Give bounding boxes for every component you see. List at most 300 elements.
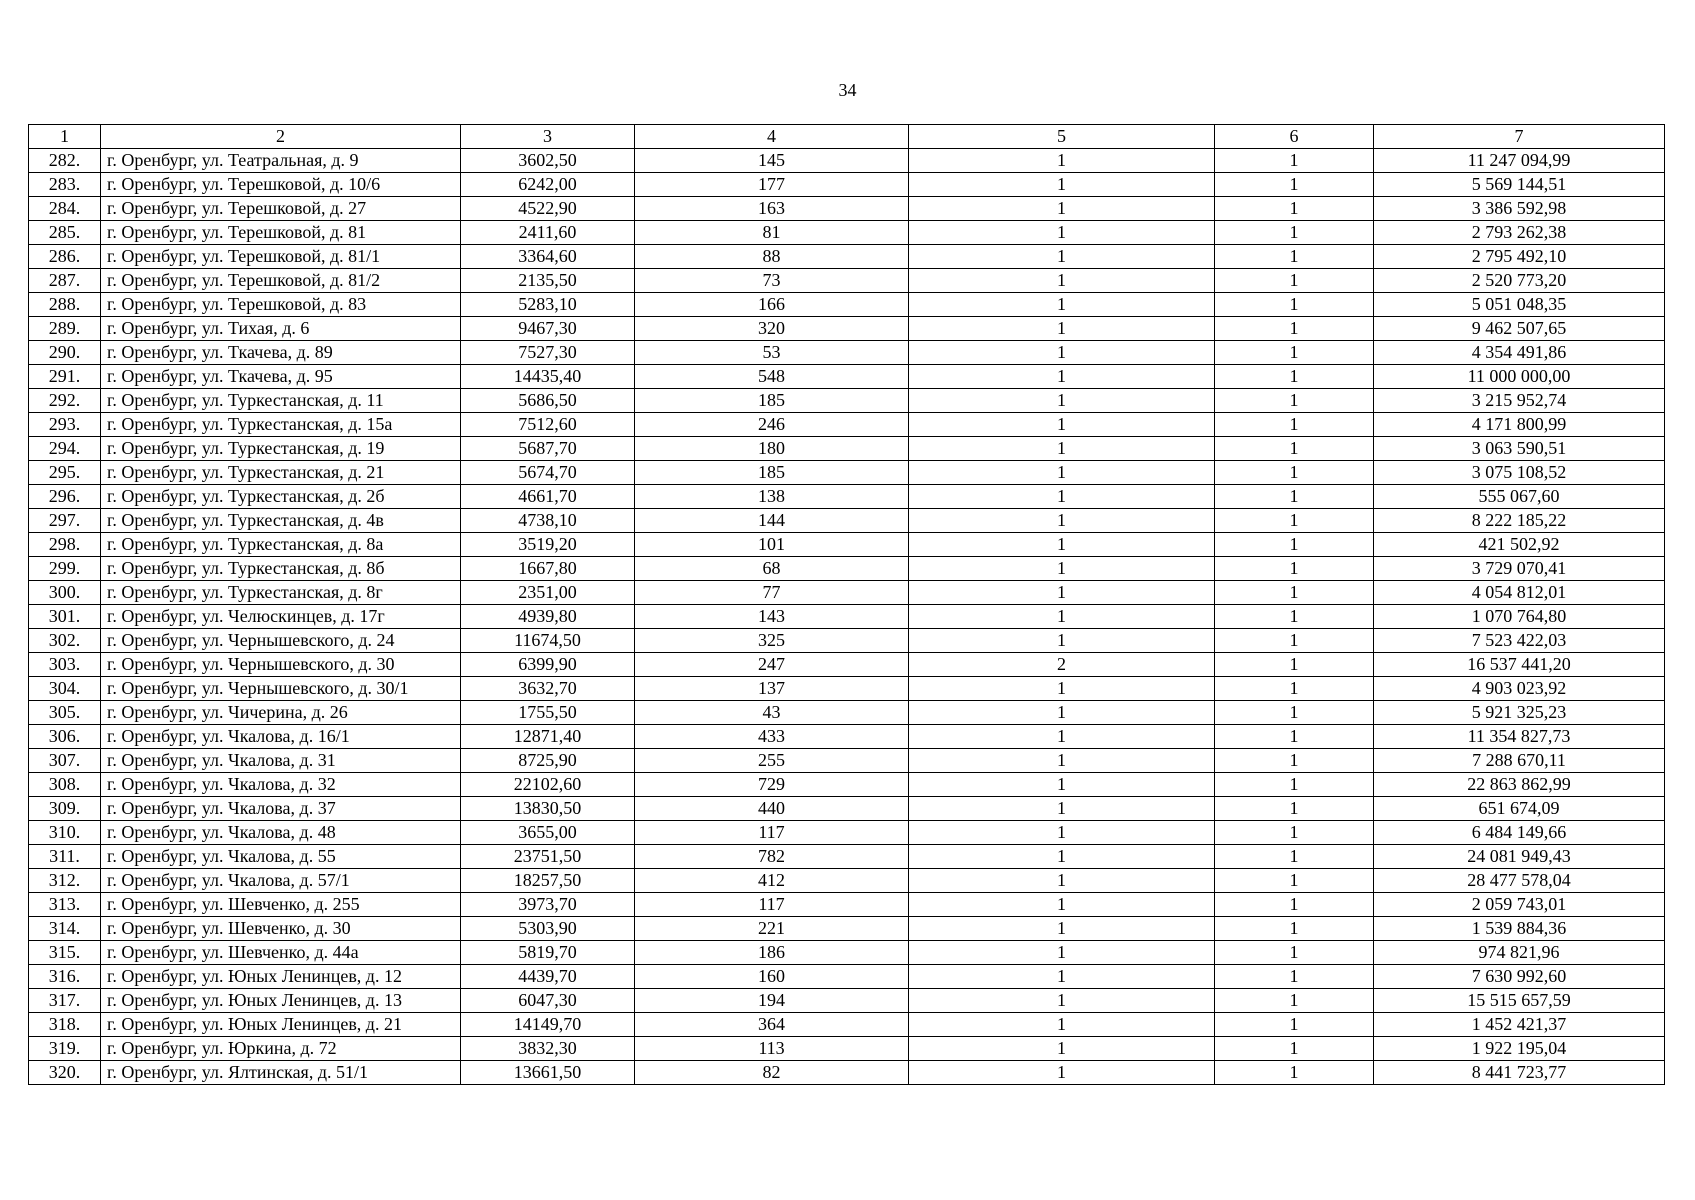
col6-cell: 1 bbox=[1215, 341, 1374, 365]
col3-cell: 7512,60 bbox=[461, 413, 635, 437]
col6-cell: 1 bbox=[1215, 893, 1374, 917]
col3-cell: 18257,50 bbox=[461, 869, 635, 893]
register-table bbox=[28, 124, 1665, 1085]
table-row bbox=[29, 869, 1665, 893]
table-row bbox=[29, 989, 1665, 1013]
col6-cell: 1 bbox=[1215, 605, 1374, 629]
col4-cell: 548 bbox=[635, 365, 909, 389]
row-number: 312. bbox=[29, 869, 101, 893]
row-number: 290. bbox=[29, 341, 101, 365]
col6-cell: 1 bbox=[1215, 1037, 1374, 1061]
table-row bbox=[29, 437, 1665, 461]
col7-cell: 5 921 325,23 bbox=[1374, 701, 1665, 725]
col7-cell: 1 539 884,36 bbox=[1374, 917, 1665, 941]
table-row bbox=[29, 485, 1665, 509]
col4-cell: 246 bbox=[635, 413, 909, 437]
table-row bbox=[29, 749, 1665, 773]
table-row bbox=[29, 197, 1665, 221]
col7-cell: 4 354 491,86 bbox=[1374, 341, 1665, 365]
col5-cell: 1 bbox=[909, 221, 1215, 245]
col4-cell: 320 bbox=[635, 317, 909, 341]
col3-cell: 4738,10 bbox=[461, 509, 635, 533]
table-row bbox=[29, 413, 1665, 437]
col3-cell: 6047,30 bbox=[461, 989, 635, 1013]
address-cell: г. Оренбург, ул. Чернышевского, д. 24 bbox=[101, 629, 461, 653]
col5-cell: 1 bbox=[909, 269, 1215, 293]
address-cell: г. Оренбург, ул. Шевченко, д. 30 bbox=[101, 917, 461, 941]
col3-cell: 4439,70 bbox=[461, 965, 635, 989]
col7-cell: 5 051 048,35 bbox=[1374, 293, 1665, 317]
col6-cell: 1 bbox=[1215, 413, 1374, 437]
address-cell: г. Оренбург, ул. Тихая, д. 6 bbox=[101, 317, 461, 341]
row-number: 303. bbox=[29, 653, 101, 677]
col6-cell: 1 bbox=[1215, 173, 1374, 197]
col6-cell: 1 bbox=[1215, 629, 1374, 653]
col3-cell: 7527,30 bbox=[461, 341, 635, 365]
col3-cell: 13661,50 bbox=[461, 1061, 635, 1085]
col4-cell: 255 bbox=[635, 749, 909, 773]
col4-cell: 113 bbox=[635, 1037, 909, 1061]
address-cell: г. Оренбург, ул. Ткачева, д. 95 bbox=[101, 365, 461, 389]
row-number: 319. bbox=[29, 1037, 101, 1061]
address-cell: г. Оренбург, ул. Юркина, д. 72 bbox=[101, 1037, 461, 1061]
address-cell: г. Оренбург, ул. Чкалова, д. 16/1 bbox=[101, 725, 461, 749]
col5-cell: 1 bbox=[909, 197, 1215, 221]
row-number: 285. bbox=[29, 221, 101, 245]
address-cell: г. Оренбург, ул. Чкалова, д. 31 bbox=[101, 749, 461, 773]
address-cell: г. Оренбург, ул. Терешковой, д. 81/1 bbox=[101, 245, 461, 269]
col5-cell: 1 bbox=[909, 629, 1215, 653]
col4-cell: 43 bbox=[635, 701, 909, 725]
col6-cell: 1 bbox=[1215, 509, 1374, 533]
col7-cell: 4 171 800,99 bbox=[1374, 413, 1665, 437]
col6-cell: 1 bbox=[1215, 869, 1374, 893]
col5-cell: 1 bbox=[909, 845, 1215, 869]
address-cell: г. Оренбург, ул. Ялтинская, д. 51/1 bbox=[101, 1061, 461, 1085]
col7-cell: 11 000 000,00 bbox=[1374, 365, 1665, 389]
col4-cell: 782 bbox=[635, 845, 909, 869]
col5-cell: 1 bbox=[909, 917, 1215, 941]
table-row bbox=[29, 821, 1665, 845]
table-row bbox=[29, 221, 1665, 245]
address-cell: г. Оренбург, ул. Туркестанская, д. 2б bbox=[101, 485, 461, 509]
col7-cell: 8 222 185,22 bbox=[1374, 509, 1665, 533]
col4-cell: 77 bbox=[635, 581, 909, 605]
row-number: 293. bbox=[29, 413, 101, 437]
row-number: 308. bbox=[29, 773, 101, 797]
col3-cell: 1755,50 bbox=[461, 701, 635, 725]
col5-cell: 1 bbox=[909, 701, 1215, 725]
col4-cell: 194 bbox=[635, 989, 909, 1013]
col4-cell: 137 bbox=[635, 677, 909, 701]
col5-cell: 1 bbox=[909, 965, 1215, 989]
col4-cell: 180 bbox=[635, 437, 909, 461]
col7-cell: 2 520 773,20 bbox=[1374, 269, 1665, 293]
col5-cell: 1 bbox=[909, 1037, 1215, 1061]
col7-cell: 3 215 952,74 bbox=[1374, 389, 1665, 413]
col7-cell: 16 537 441,20 bbox=[1374, 653, 1665, 677]
col7-cell: 555 067,60 bbox=[1374, 485, 1665, 509]
col3-cell: 14149,70 bbox=[461, 1013, 635, 1037]
col3-cell: 6242,00 bbox=[461, 173, 635, 197]
row-number: 282. bbox=[29, 149, 101, 173]
col3-cell: 22102,60 bbox=[461, 773, 635, 797]
col5-cell: 1 bbox=[909, 245, 1215, 269]
col6-cell: 1 bbox=[1215, 797, 1374, 821]
table-row bbox=[29, 293, 1665, 317]
table-row bbox=[29, 917, 1665, 941]
address-cell: г. Оренбург, ул. Чкалова, д. 37 bbox=[101, 797, 461, 821]
col4-cell: 82 bbox=[635, 1061, 909, 1085]
address-cell: г. Оренбург, ул. Терешковой, д. 10/6 bbox=[101, 173, 461, 197]
col4-cell: 68 bbox=[635, 557, 909, 581]
address-cell: г. Оренбург, ул. Терешковой, д. 81/2 bbox=[101, 269, 461, 293]
col6-cell: 1 bbox=[1215, 485, 1374, 509]
col5-cell: 1 bbox=[909, 797, 1215, 821]
address-cell: г. Оренбург, ул. Чернышевского, д. 30 bbox=[101, 653, 461, 677]
column-number-row bbox=[29, 125, 1665, 149]
col5-cell: 1 bbox=[909, 821, 1215, 845]
col6-cell: 1 bbox=[1215, 773, 1374, 797]
col4-cell: 143 bbox=[635, 605, 909, 629]
table-row bbox=[29, 317, 1665, 341]
col4-cell: 177 bbox=[635, 173, 909, 197]
address-cell: г. Оренбург, ул. Туркестанская, д. 8б bbox=[101, 557, 461, 581]
col4-cell: 325 bbox=[635, 629, 909, 653]
row-number: 294. bbox=[29, 437, 101, 461]
address-cell: г. Оренбург, ул. Театральная, д. 9 bbox=[101, 149, 461, 173]
table-row bbox=[29, 389, 1665, 413]
table-row bbox=[29, 149, 1665, 173]
col4-cell: 186 bbox=[635, 941, 909, 965]
address-cell: г. Оренбург, ул. Туркестанская, д. 8г bbox=[101, 581, 461, 605]
col7-cell: 3 386 592,98 bbox=[1374, 197, 1665, 221]
row-number: 295. bbox=[29, 461, 101, 485]
col5-cell: 2 bbox=[909, 653, 1215, 677]
col3-cell: 11674,50 bbox=[461, 629, 635, 653]
row-number: 311. bbox=[29, 845, 101, 869]
address-cell: г. Оренбург, ул. Туркестанская, д. 19 bbox=[101, 437, 461, 461]
col5-cell: 1 bbox=[909, 317, 1215, 341]
col5-cell: 1 bbox=[909, 893, 1215, 917]
row-number: 309. bbox=[29, 797, 101, 821]
col3-cell: 23751,50 bbox=[461, 845, 635, 869]
row-number: 313. bbox=[29, 893, 101, 917]
col5-cell: 1 bbox=[909, 605, 1215, 629]
address-cell: г. Оренбург, ул. Шевченко, д. 255 bbox=[101, 893, 461, 917]
col6-cell: 1 bbox=[1215, 533, 1374, 557]
address-cell: г. Оренбург, ул. Юных Ленинцев, д. 12 bbox=[101, 965, 461, 989]
col5-cell: 1 bbox=[909, 413, 1215, 437]
table-row bbox=[29, 269, 1665, 293]
row-number: 286. bbox=[29, 245, 101, 269]
col3-cell: 3832,30 bbox=[461, 1037, 635, 1061]
col4-cell: 53 bbox=[635, 341, 909, 365]
row-number: 316. bbox=[29, 965, 101, 989]
table-row bbox=[29, 581, 1665, 605]
row-number: 291. bbox=[29, 365, 101, 389]
col7-cell: 11 247 094,99 bbox=[1374, 149, 1665, 173]
col7-cell: 8 441 723,77 bbox=[1374, 1061, 1665, 1085]
column-header: 6 bbox=[1215, 125, 1374, 149]
col3-cell: 5674,70 bbox=[461, 461, 635, 485]
col6-cell: 1 bbox=[1215, 845, 1374, 869]
row-number: 315. bbox=[29, 941, 101, 965]
row-number: 306. bbox=[29, 725, 101, 749]
col3-cell: 2351,00 bbox=[461, 581, 635, 605]
address-cell: г. Оренбург, ул. Терешковой, д. 83 bbox=[101, 293, 461, 317]
col4-cell: 117 bbox=[635, 821, 909, 845]
column-header: 1 bbox=[29, 125, 101, 149]
row-number: 287. bbox=[29, 269, 101, 293]
row-number: 288. bbox=[29, 293, 101, 317]
row-number: 304. bbox=[29, 677, 101, 701]
row-number: 283. bbox=[29, 173, 101, 197]
table-row bbox=[29, 173, 1665, 197]
col6-cell: 1 bbox=[1215, 941, 1374, 965]
col3-cell: 5686,50 bbox=[461, 389, 635, 413]
col4-cell: 166 bbox=[635, 293, 909, 317]
col4-cell: 185 bbox=[635, 461, 909, 485]
col3-cell: 2135,50 bbox=[461, 269, 635, 293]
table-row bbox=[29, 509, 1665, 533]
col6-cell: 1 bbox=[1215, 389, 1374, 413]
address-cell: г. Оренбург, ул. Чкалова, д. 55 bbox=[101, 845, 461, 869]
address-cell: г. Оренбург, ул. Туркестанская, д. 15а bbox=[101, 413, 461, 437]
col3-cell: 3655,00 bbox=[461, 821, 635, 845]
col7-cell: 7 523 422,03 bbox=[1374, 629, 1665, 653]
address-cell: г. Оренбург, ул. Чкалова, д. 48 bbox=[101, 821, 461, 845]
address-cell: г. Оренбург, ул. Шевченко, д. 44а bbox=[101, 941, 461, 965]
row-number: 300. bbox=[29, 581, 101, 605]
address-cell: г. Оренбург, ул. Чкалова, д. 57/1 bbox=[101, 869, 461, 893]
col4-cell: 81 bbox=[635, 221, 909, 245]
col3-cell: 3602,50 bbox=[461, 149, 635, 173]
table-row bbox=[29, 1061, 1665, 1085]
col7-cell: 1 922 195,04 bbox=[1374, 1037, 1665, 1061]
address-cell: г. Оренбург, ул. Чкалова, д. 32 bbox=[101, 773, 461, 797]
col6-cell: 1 bbox=[1215, 317, 1374, 341]
row-number: 302. bbox=[29, 629, 101, 653]
col5-cell: 1 bbox=[909, 1061, 1215, 1085]
col6-cell: 1 bbox=[1215, 917, 1374, 941]
col3-cell: 9467,30 bbox=[461, 317, 635, 341]
col5-cell: 1 bbox=[909, 1013, 1215, 1037]
col6-cell: 1 bbox=[1215, 557, 1374, 581]
column-header: 7 bbox=[1374, 125, 1665, 149]
col7-cell: 7 630 992,60 bbox=[1374, 965, 1665, 989]
col4-cell: 88 bbox=[635, 245, 909, 269]
col5-cell: 1 bbox=[909, 461, 1215, 485]
row-number: 292. bbox=[29, 389, 101, 413]
col6-cell: 1 bbox=[1215, 725, 1374, 749]
address-cell: г. Оренбург, ул. Челюскинцев, д. 17г bbox=[101, 605, 461, 629]
row-number: 318. bbox=[29, 1013, 101, 1037]
table-row bbox=[29, 965, 1665, 989]
address-cell: г. Оренбург, ул. Юных Ленинцев, д. 13 bbox=[101, 989, 461, 1013]
table-row bbox=[29, 365, 1665, 389]
col6-cell: 1 bbox=[1215, 293, 1374, 317]
col4-cell: 144 bbox=[635, 509, 909, 533]
col4-cell: 412 bbox=[635, 869, 909, 893]
col4-cell: 729 bbox=[635, 773, 909, 797]
col6-cell: 1 bbox=[1215, 149, 1374, 173]
col3-cell: 3632,70 bbox=[461, 677, 635, 701]
col7-cell: 1 452 421,37 bbox=[1374, 1013, 1665, 1037]
col6-cell: 1 bbox=[1215, 245, 1374, 269]
table-row bbox=[29, 893, 1665, 917]
col7-cell: 2 795 492,10 bbox=[1374, 245, 1665, 269]
col3-cell: 5303,90 bbox=[461, 917, 635, 941]
col6-cell: 1 bbox=[1215, 701, 1374, 725]
col6-cell: 1 bbox=[1215, 365, 1374, 389]
table-row bbox=[29, 461, 1665, 485]
col4-cell: 440 bbox=[635, 797, 909, 821]
table-row bbox=[29, 557, 1665, 581]
col3-cell: 6399,90 bbox=[461, 653, 635, 677]
col7-cell: 15 515 657,59 bbox=[1374, 989, 1665, 1013]
col5-cell: 1 bbox=[909, 509, 1215, 533]
col6-cell: 1 bbox=[1215, 653, 1374, 677]
col5-cell: 1 bbox=[909, 341, 1215, 365]
col4-cell: 138 bbox=[635, 485, 909, 509]
table-row bbox=[29, 533, 1665, 557]
address-cell: г. Оренбург, ул. Чернышевского, д. 30/1 bbox=[101, 677, 461, 701]
col5-cell: 1 bbox=[909, 533, 1215, 557]
col6-cell: 1 bbox=[1215, 437, 1374, 461]
col4-cell: 117 bbox=[635, 893, 909, 917]
row-number: 317. bbox=[29, 989, 101, 1013]
col3-cell: 1667,80 bbox=[461, 557, 635, 581]
table-row bbox=[29, 845, 1665, 869]
col6-cell: 1 bbox=[1215, 1061, 1374, 1085]
col7-cell: 2 793 262,38 bbox=[1374, 221, 1665, 245]
col5-cell: 1 bbox=[909, 869, 1215, 893]
table-row bbox=[29, 677, 1665, 701]
col6-cell: 1 bbox=[1215, 989, 1374, 1013]
col4-cell: 364 bbox=[635, 1013, 909, 1037]
address-cell: г. Оренбург, ул. Туркестанская, д. 8а bbox=[101, 533, 461, 557]
table-row bbox=[29, 1037, 1665, 1061]
col3-cell: 3519,20 bbox=[461, 533, 635, 557]
col5-cell: 1 bbox=[909, 293, 1215, 317]
col3-cell: 14435,40 bbox=[461, 365, 635, 389]
col3-cell: 5819,70 bbox=[461, 941, 635, 965]
col5-cell: 1 bbox=[909, 941, 1215, 965]
row-number: 307. bbox=[29, 749, 101, 773]
col7-cell: 3 063 590,51 bbox=[1374, 437, 1665, 461]
row-number: 284. bbox=[29, 197, 101, 221]
table-row bbox=[29, 653, 1665, 677]
row-number: 297. bbox=[29, 509, 101, 533]
col3-cell: 8725,90 bbox=[461, 749, 635, 773]
col6-cell: 1 bbox=[1215, 677, 1374, 701]
col3-cell: 12871,40 bbox=[461, 725, 635, 749]
row-number: 289. bbox=[29, 317, 101, 341]
column-header: 5 bbox=[909, 125, 1215, 149]
col3-cell: 5687,70 bbox=[461, 437, 635, 461]
col4-cell: 247 bbox=[635, 653, 909, 677]
table-row bbox=[29, 629, 1665, 653]
col7-cell: 4 054 812,01 bbox=[1374, 581, 1665, 605]
row-number: 320. bbox=[29, 1061, 101, 1085]
col7-cell: 24 081 949,43 bbox=[1374, 845, 1665, 869]
col6-cell: 1 bbox=[1215, 965, 1374, 989]
col7-cell: 974 821,96 bbox=[1374, 941, 1665, 965]
col5-cell: 1 bbox=[909, 149, 1215, 173]
table-row bbox=[29, 341, 1665, 365]
col5-cell: 1 bbox=[909, 725, 1215, 749]
address-cell: г. Оренбург, ул. Ткачева, д. 89 bbox=[101, 341, 461, 365]
table-row bbox=[29, 797, 1665, 821]
col5-cell: 1 bbox=[909, 173, 1215, 197]
column-header: 2 bbox=[101, 125, 461, 149]
col4-cell: 163 bbox=[635, 197, 909, 221]
table-row bbox=[29, 605, 1665, 629]
col4-cell: 73 bbox=[635, 269, 909, 293]
col7-cell: 1 070 764,80 bbox=[1374, 605, 1665, 629]
col7-cell: 6 484 149,66 bbox=[1374, 821, 1665, 845]
row-number: 305. bbox=[29, 701, 101, 725]
col7-cell: 11 354 827,73 bbox=[1374, 725, 1665, 749]
address-cell: г. Оренбург, ул. Юных Ленинцев, д. 21 bbox=[101, 1013, 461, 1037]
table-row bbox=[29, 1013, 1665, 1037]
col5-cell: 1 bbox=[909, 581, 1215, 605]
col5-cell: 1 bbox=[909, 677, 1215, 701]
row-number: 314. bbox=[29, 917, 101, 941]
col6-cell: 1 bbox=[1215, 197, 1374, 221]
col7-cell: 421 502,92 bbox=[1374, 533, 1665, 557]
col5-cell: 1 bbox=[909, 749, 1215, 773]
col5-cell: 1 bbox=[909, 389, 1215, 413]
table-row bbox=[29, 941, 1665, 965]
address-cell: г. Оренбург, ул. Туркестанская, д. 11 bbox=[101, 389, 461, 413]
address-cell: г. Оренбург, ул. Терешковой, д. 27 bbox=[101, 197, 461, 221]
row-number: 310. bbox=[29, 821, 101, 845]
col6-cell: 1 bbox=[1215, 461, 1374, 485]
col6-cell: 1 bbox=[1215, 581, 1374, 605]
table-body bbox=[29, 149, 1665, 1085]
col7-cell: 3 075 108,52 bbox=[1374, 461, 1665, 485]
col7-cell: 5 569 144,51 bbox=[1374, 173, 1665, 197]
col6-cell: 1 bbox=[1215, 749, 1374, 773]
col3-cell: 13830,50 bbox=[461, 797, 635, 821]
col5-cell: 1 bbox=[909, 773, 1215, 797]
col6-cell: 1 bbox=[1215, 269, 1374, 293]
table-row bbox=[29, 245, 1665, 269]
col5-cell: 1 bbox=[909, 989, 1215, 1013]
row-number: 299. bbox=[29, 557, 101, 581]
col4-cell: 185 bbox=[635, 389, 909, 413]
address-cell: г. Оренбург, ул. Терешковой, д. 81 bbox=[101, 221, 461, 245]
col4-cell: 101 bbox=[635, 533, 909, 557]
col6-cell: 1 bbox=[1215, 1013, 1374, 1037]
column-header: 4 bbox=[635, 125, 909, 149]
col3-cell: 5283,10 bbox=[461, 293, 635, 317]
col5-cell: 1 bbox=[909, 365, 1215, 389]
col5-cell: 1 bbox=[909, 485, 1215, 509]
col5-cell: 1 bbox=[909, 557, 1215, 581]
col3-cell: 4939,80 bbox=[461, 605, 635, 629]
table-row bbox=[29, 725, 1665, 749]
col4-cell: 433 bbox=[635, 725, 909, 749]
col3-cell: 3364,60 bbox=[461, 245, 635, 269]
col7-cell: 2 059 743,01 bbox=[1374, 893, 1665, 917]
col7-cell: 7 288 670,11 bbox=[1374, 749, 1665, 773]
row-number: 296. bbox=[29, 485, 101, 509]
col3-cell: 4522,90 bbox=[461, 197, 635, 221]
col5-cell: 1 bbox=[909, 437, 1215, 461]
